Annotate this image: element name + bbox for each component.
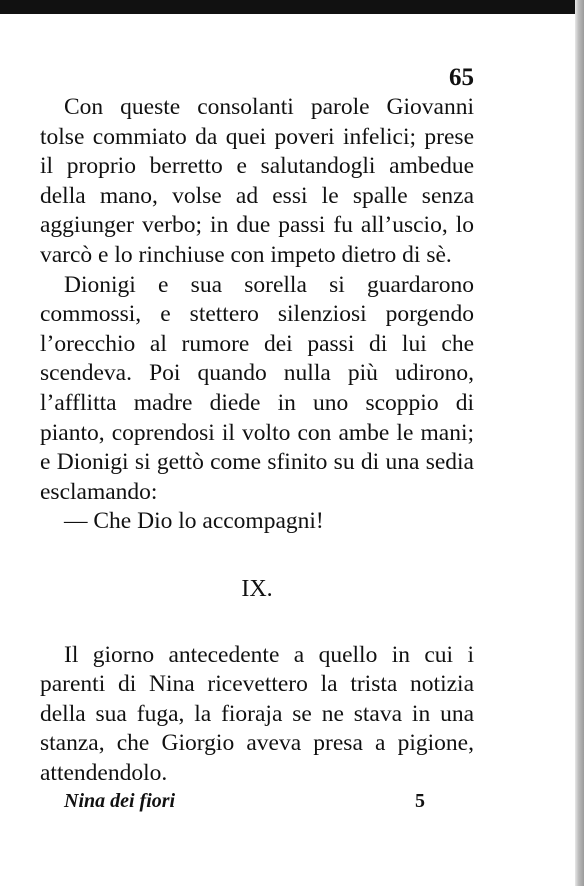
scan-top-edge <box>0 0 584 14</box>
page-number: 65 <box>449 64 474 91</box>
scan-right-edge <box>575 0 584 886</box>
footer-book-title: Nina dei fiori <box>64 790 176 812</box>
paragraph-1: Con queste consolanti parole Giovanni tolse commiato da quei poveri infelici; prese il proprio berretto e salutandogli ambedue della mano, volse ad essi le spalle senza aggiunger verbo; in due passi fu all’uscio, lo varcò e lo rinchiuse con impeto dietro di sè. <box>40 94 474 268</box>
body-text <box>40 93 474 788</box>
chapter-heading: IX. <box>241 575 273 602</box>
paragraph-2: Dionigi e sua sorella si guardarono commossi, e stettero silenziosi porgendo l’orecchio al rumore dei passi di lui che scendeva. Poi quando nulla più udirono, l’afflitta madre diede in uno scoppio di pianto, coprendosi il volto con ambe le mani; e Dionigi si gettò come sfinito su di una sedia esclamando: <box>40 271 474 505</box>
signature-mark: 5 <box>415 790 425 812</box>
dialogue-line: — Che Dio lo accompagni! <box>64 508 324 535</box>
paragraph-3: Il giorno antecedente a quello in cui i parenti di Nina ricevettero la trista notizia della sua fuga, la fioraja se ne stava in una stanza, che Giorgio aveva presa a pigione, attendendolo. <box>40 641 474 786</box>
